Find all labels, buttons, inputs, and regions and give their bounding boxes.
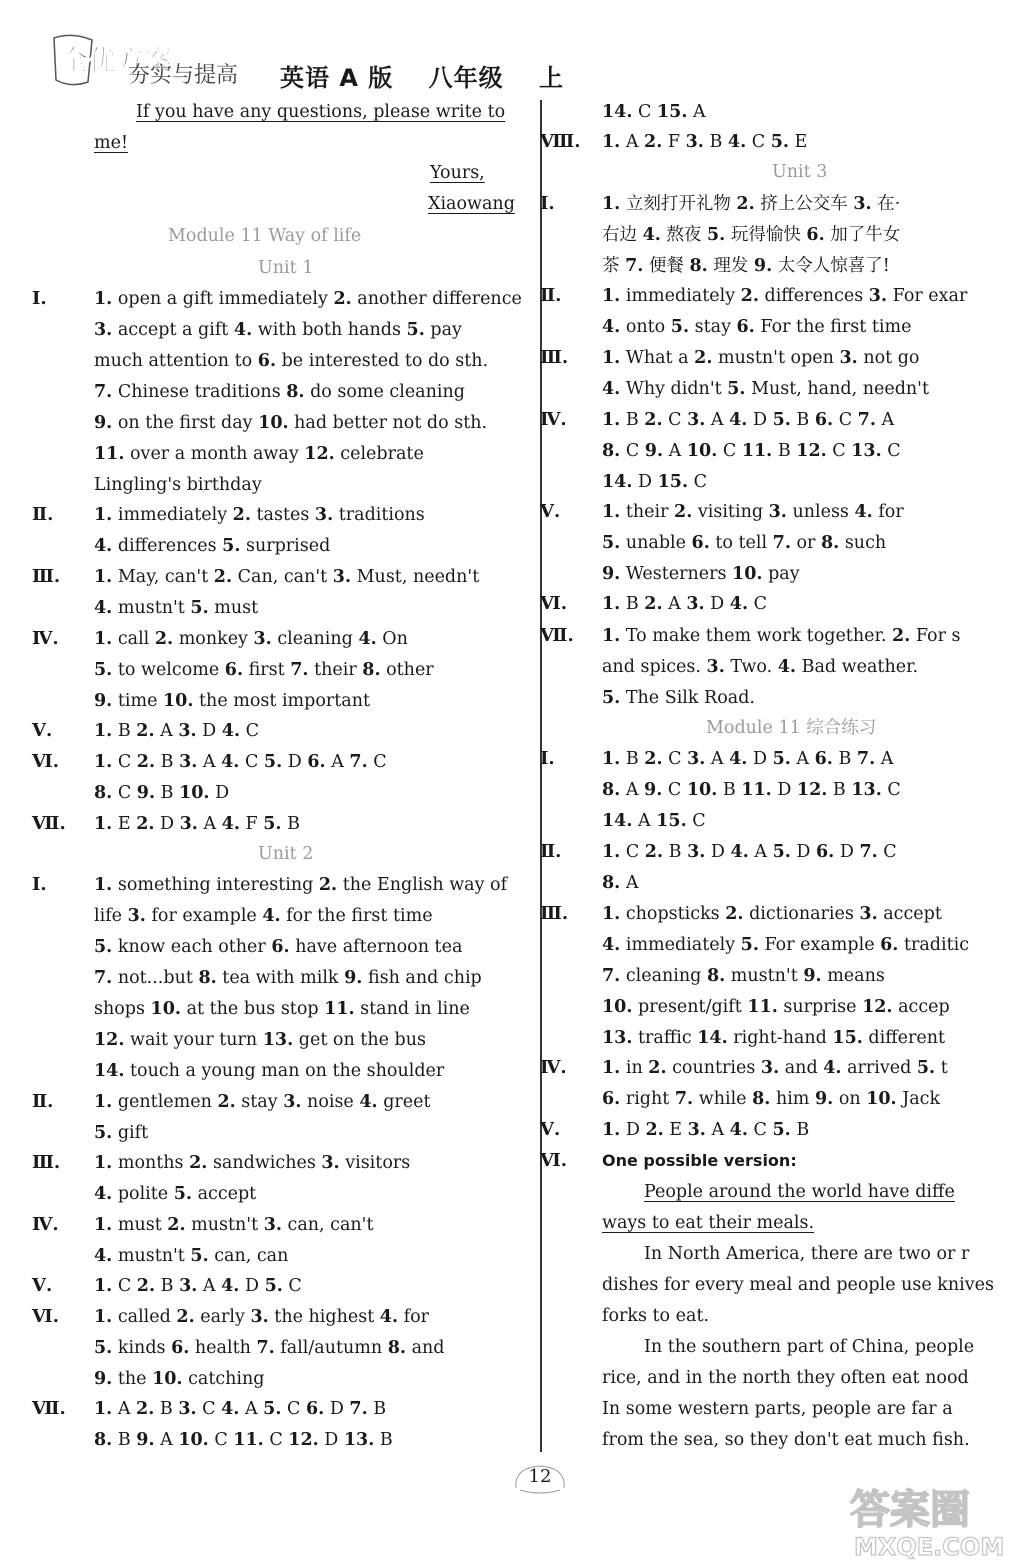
right-u3-V-line: 1. their 2. visiting 3. unless 4. for bbox=[602, 502, 904, 522]
right-r-I-line: 8. A 9. C 10. B 11. D 12. B 13. C bbox=[602, 780, 901, 800]
left-u2-VI-line: 1. called 2. early 3. the highest 4. for bbox=[94, 1307, 430, 1327]
left-u1-IV-line: 1. call 2. monkey 3. cleaning 4. On bbox=[94, 629, 408, 649]
right-r-IV-line: 6. right 7. while 8. him 9. on 10. Jack bbox=[602, 1089, 941, 1109]
essay-line: In the southern part of China, people bbox=[644, 1337, 975, 1357]
left-u2-V-line: 1. C 2. B 3. A 4. D 5. C bbox=[94, 1276, 302, 1296]
section-numeral: Ⅳ. bbox=[32, 1214, 59, 1235]
watermark bbox=[840, 1475, 1010, 1560]
section-numeral: Ⅶ. bbox=[540, 625, 574, 646]
right-r-IV-line: 1. in 2. countries 3. and 4. arrived 5. t bbox=[602, 1058, 948, 1078]
section-numeral: Ⅲ. bbox=[32, 566, 61, 587]
left-u1-I-line: 3. accept a gift 4. with both hands 5. pay bbox=[94, 320, 462, 340]
right-r-III-line: 13. traffic 14. right-hand 15. different bbox=[602, 1028, 946, 1048]
brand-logo bbox=[52, 30, 257, 90]
section-numeral: Ⅱ. bbox=[32, 504, 54, 525]
left-sign2: Xiaowang bbox=[428, 194, 515, 214]
section-numeral: Ⅳ. bbox=[32, 628, 59, 649]
left-u2-VI-line: 9. the 10. catching bbox=[94, 1369, 265, 1389]
left-u2-I-line: life 3. for example 4. for the first time bbox=[94, 906, 433, 926]
left-u2-I-line: 14. touch a young man on the shoulder bbox=[94, 1061, 445, 1081]
watermark-text1: 答案圈 bbox=[850, 1487, 970, 1533]
right-r-I-line: 1. B 2. C 3. A 4. D 5. A 6. B 7. A bbox=[602, 749, 894, 769]
right-u3-III-line: 1. What a 2. mustn't open 3. not go bbox=[602, 348, 920, 368]
logo-line1: 全优方案 bbox=[60, 44, 173, 77]
section-numeral: Ⅶ. bbox=[32, 813, 66, 834]
section-numeral: Ⅵ. bbox=[32, 751, 59, 772]
left-u2-I-line: 1. something interesting 2. the English way of bbox=[94, 875, 508, 895]
essay-line: dishes for every meal and people use knives bbox=[602, 1275, 994, 1295]
header-volume: 上 bbox=[539, 64, 565, 92]
left-u1-I-line: 1. open a gift immediately 2. another difference bbox=[94, 289, 522, 309]
left-u2-VII-line: 1. A 2. B 3. C 4. A 5. C 6. D 7. B bbox=[94, 1399, 387, 1419]
left-u2-IV-line: 1. must 2. mustn't 3. can, can't bbox=[94, 1215, 374, 1235]
right-review: Module 11 综合练习 bbox=[706, 718, 877, 738]
right-u3-IV-line: 8. C 9. A 10. C 11. B 12. C 13. C bbox=[602, 441, 901, 461]
right-u3-VI-line: 1. B 2. A 3. D 4. C bbox=[602, 594, 767, 614]
left-u2-I-line: 7. not...but 8. tea with milk 9. fish and chip bbox=[94, 968, 482, 988]
right-u3-I-line: 1. 立刻打开礼物 2. 挤上公交车 3. 在· bbox=[602, 194, 901, 214]
right-u3-IV-line: 1. B 2. C 3. A 4. D 5. B 6. C 7. A bbox=[602, 410, 895, 430]
right-u3-VII-line: 5. The Silk Road. bbox=[602, 688, 755, 708]
right-r-III-line: 1. chopsticks 2. dictionaries 3. accept bbox=[602, 904, 942, 924]
right-u3-I-line: 右边 4. 熬夜 5. 玩得愉快 6. 加了牛女 bbox=[602, 225, 901, 245]
left-u2-VI-line: 5. kinds 6. health 7. fall/autumn 8. and bbox=[94, 1338, 445, 1358]
right-u3-IV-line: 14. D 15. C bbox=[602, 472, 708, 492]
right-u3-VII-line: and spices. 3. Two. 4. Bad weather. bbox=[602, 657, 919, 677]
left-u1-I-line: much attention to 6. be interested to do sth. bbox=[94, 351, 489, 371]
left-u2-VII-line: 8. B 9. A 10. C 11. C 12. D 13. B bbox=[94, 1430, 393, 1450]
left-sign1: Yours, bbox=[430, 163, 485, 183]
left-u2-II-line: 5. gift bbox=[94, 1123, 149, 1143]
left-u1-IV-line: 5. to welcome 6. first 7. their 8. other bbox=[94, 660, 434, 680]
right-u3-VII-line: 1. To make them work together. 2. For s bbox=[602, 626, 961, 646]
left-u1-VII-line: 1. E 2. D 3. A 4. F 5. B bbox=[94, 814, 300, 834]
right-u3-I-line: 茶 7. 便餐 8. 理发 9. 太令人惊喜了! bbox=[602, 256, 890, 276]
left-u1-V-line: 1. B 2. A 3. D 4. C bbox=[94, 721, 259, 741]
watermark-graphic bbox=[840, 1475, 1010, 1560]
section-numeral: Ⅰ. bbox=[32, 874, 47, 895]
right-r-II-line: 1. C 2. B 3. D 4. A 5. D 6. D 7. C bbox=[602, 842, 897, 862]
left-u2-IV-line: 4. mustn't 5. can, can bbox=[94, 1246, 289, 1266]
section-numeral: Ⅳ. bbox=[540, 1057, 567, 1078]
page-header-title bbox=[280, 58, 590, 93]
right-r-III-line: 7. cleaning 8. mustn't 9. means bbox=[602, 966, 885, 986]
right-top-line: 14. C 15. A bbox=[602, 102, 706, 122]
left-u2-III-line: 4. polite 5. accept bbox=[94, 1184, 257, 1204]
section-numeral: Ⅱ. bbox=[540, 841, 562, 862]
right-r-II-line: 8. A bbox=[602, 873, 639, 893]
left-u2-II-line: 1. gentlemen 2. stay 3. noise 4. greet bbox=[94, 1092, 431, 1112]
essay-line: rice, and in the north they often eat nood bbox=[602, 1368, 969, 1388]
essay-line: In North America, there are two or r bbox=[644, 1244, 970, 1264]
section-numeral: Ⅴ. bbox=[32, 720, 53, 741]
left-u1-I-line: 11. over a month away 12. celebrate bbox=[94, 444, 424, 464]
left-u2-I-line: 5. know each other 6. have afternoon tea bbox=[94, 937, 463, 957]
section-numeral: Ⅵ. bbox=[540, 593, 567, 614]
left-u1-VI-line: 8. C 9. B 10. D bbox=[94, 783, 230, 803]
left-letter1: If you have any questions, please write to bbox=[136, 102, 506, 122]
section-numeral: Ⅳ. bbox=[540, 409, 567, 430]
right-u2-VIII-line: 1. A 2. F 3. B 4. C 5. E bbox=[602, 132, 808, 152]
left-u1-I-line: 9. on the first day 10. had better not do sth. bbox=[94, 413, 488, 433]
section-numeral: Ⅱ. bbox=[32, 1091, 54, 1112]
left-u2-I-line: 12. wait your turn 13. get on the bus bbox=[94, 1030, 426, 1050]
right-u3-V-line: 5. unable 6. to tell 7. or 8. such bbox=[602, 533, 887, 553]
section-numeral: Ⅰ. bbox=[540, 193, 555, 214]
left-letter2: me! bbox=[94, 133, 128, 153]
logo-line2: 夯实与提高 bbox=[128, 63, 239, 88]
essay-line: People around the world have diffe bbox=[644, 1182, 955, 1202]
left-u1-III-line: 1. May, can't 2. Can, can't 3. Must, needn't bbox=[94, 567, 480, 587]
essay-line: In some western parts, people are far a bbox=[602, 1399, 953, 1419]
section-numeral: Ⅵ. bbox=[540, 1150, 567, 1171]
essay-heading: One possible version: bbox=[602, 1151, 797, 1170]
right-r-III-line: 10. present/gift 11. surprise 12. accep bbox=[602, 997, 950, 1017]
left-module: Module 11 Way of life bbox=[168, 226, 362, 246]
right-r-I-line: 14. A 15. C bbox=[602, 811, 706, 831]
left-u1-II-line: 4. differences 5. surprised bbox=[94, 536, 331, 556]
page-number bbox=[510, 1466, 570, 1487]
left-u1-II-line: 1. immediately 2. tastes 3. traditions bbox=[94, 505, 425, 525]
left-u1-III-line: 4. mustn't 5. must bbox=[94, 598, 259, 618]
watermark-text2: MXQE.COM bbox=[854, 1533, 1005, 1560]
right-u3-II-line: 1. immediately 2. differences 3. For exar bbox=[602, 286, 968, 306]
section-numeral: Ⅲ. bbox=[32, 1152, 61, 1173]
left-u2-III-line: 1. months 2. sandwiches 3. visitors bbox=[94, 1153, 411, 1173]
right-unit3: Unit 3 bbox=[772, 162, 828, 182]
section-numeral: Ⅰ. bbox=[540, 748, 555, 769]
section-numeral: Ⅷ. bbox=[540, 131, 581, 152]
left-u1-I-line: Lingling's birthday bbox=[94, 475, 262, 495]
section-numeral: Ⅱ. bbox=[540, 285, 562, 306]
right-r-V-line: 1. D 2. E 3. A 4. C 5. B bbox=[602, 1120, 810, 1140]
left-u1-VI-line: 1. C 2. B 3. A 4. C 5. D 6. A 7. C bbox=[94, 752, 387, 772]
essay-line: forks to eat. bbox=[602, 1306, 710, 1326]
essay-line: from the sea, so they don't eat much fish. bbox=[602, 1430, 970, 1450]
left-u2-I-line: shops 10. at the bus stop 11. stand in line bbox=[94, 999, 470, 1019]
essay-line: ways to eat their meals. bbox=[602, 1213, 815, 1233]
section-numeral: Ⅶ. bbox=[32, 1398, 66, 1419]
section-numeral: Ⅲ. bbox=[540, 347, 569, 368]
right-r-III-line: 4. immediately 5. For example 6. traditic bbox=[602, 935, 970, 955]
left-unit2: Unit 2 bbox=[258, 844, 314, 864]
page-number-text: 12 bbox=[528, 1466, 552, 1487]
header-subject: 英语 A 版 bbox=[280, 64, 394, 92]
section-numeral: Ⅰ. bbox=[32, 288, 47, 309]
left-u1-IV-line: 9. time 10. the most important bbox=[94, 691, 371, 711]
left-u1-I-line: 7. Chinese traditions 8. do some cleaning bbox=[94, 382, 465, 402]
logo-graphic bbox=[52, 30, 257, 90]
header-grade: 八年级 bbox=[428, 64, 504, 92]
right-u3-II-line: 4. onto 5. stay 6. For the first time bbox=[602, 317, 912, 337]
section-numeral: Ⅴ. bbox=[32, 1275, 53, 1296]
section-numeral: Ⅴ. bbox=[540, 501, 561, 522]
section-numeral: Ⅴ. bbox=[540, 1119, 561, 1140]
section-numeral: Ⅵ. bbox=[32, 1306, 59, 1327]
right-u3-III-line: 4. Why didn't 5. Must, hand, needn't bbox=[602, 379, 930, 399]
left-unit1: Unit 1 bbox=[258, 258, 314, 278]
section-numeral: Ⅲ. bbox=[540, 903, 569, 924]
right-u3-V-line: 9. Westerners 10. pay bbox=[602, 564, 800, 584]
